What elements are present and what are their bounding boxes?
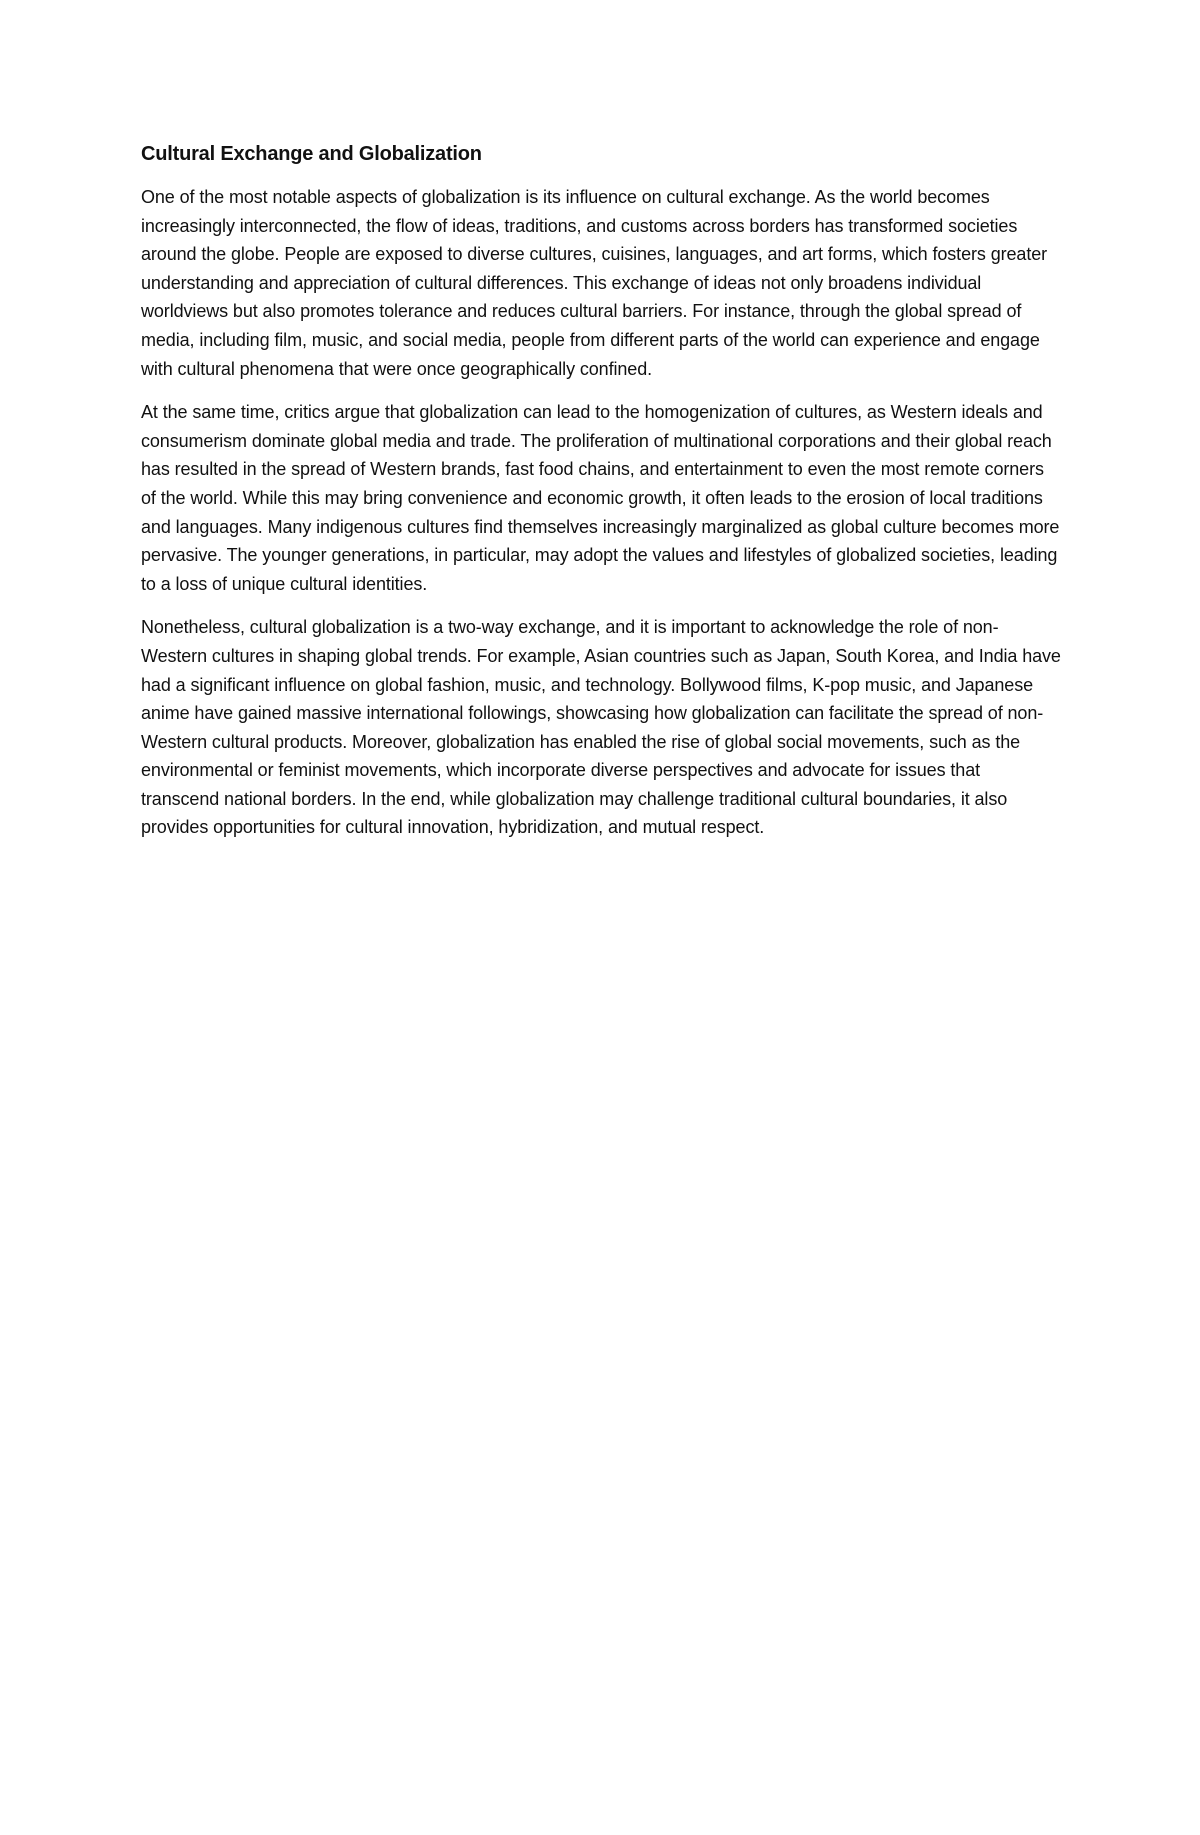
document-body [141, 140, 1061, 857]
paragraph-cultural-exchange: One of the most notable aspects of globalization is its influence on cultural exchange. As the world becomes increasingly interconnected, the flow of ideas, traditions, and customs across borders has transformed societies around the globe. People are exposed to diverse cultures, cuisines, languages, and art forms, which fosters greater understanding and appreciation of cultural differences. This exchange of ideas not only broadens individual worldviews but also promotes tolerance and reduces cultural barriers. For instance, through the global spread of media, including film, music, and social media, people from different parts of the world can experience and engage with cultural phenomena that were once geographically confined. [141, 187, 1048, 379]
paragraph-two-way-exchange: Nonetheless, cultural globalization is a two-way exchange, and it is important to acknowledge the role of non-Western cultures in shaping global trends. For example, Asian countries such as Japan, South Korea, and India have had a significant influence on global fashion, music, and technology. Bollywood films, K-pop music, and Japanese anime have gained massive international followings, showcasing how globalization can facilitate the spread of non-Western cultural products. Moreover, globalization has enabled the rise of global social movements, such as the environmental or feminist movements, which incorporate diverse perspectives and advocate for issues that transcend national borders. In the end, while globalization may challenge traditional cultural boundaries, it also provides opportunities for cultural innovation, hybridization, and mutual respect. [141, 617, 1061, 838]
paragraph-homogenization: At the same time, critics argue that globalization can lead to the homogenization of cultures, as Western ideals and consumerism dominate global media and trade. The proliferation of multinational corporations and their global reach has resulted in the spread of Western brands, fast food chains, and entertainment to even the most remote corners of the world. While this may bring convenience and economic growth, it often leads to the erosion of local traditions and languages. Many indigenous cultures find themselves increasingly marginalized as global culture becomes more pervasive. The younger generations, in particular, may adopt the values and lifestyles of globalized societies, leading to a loss of unique cultural identities. [141, 402, 1060, 594]
document-title: Cultural Exchange and Globalization [141, 143, 482, 165]
